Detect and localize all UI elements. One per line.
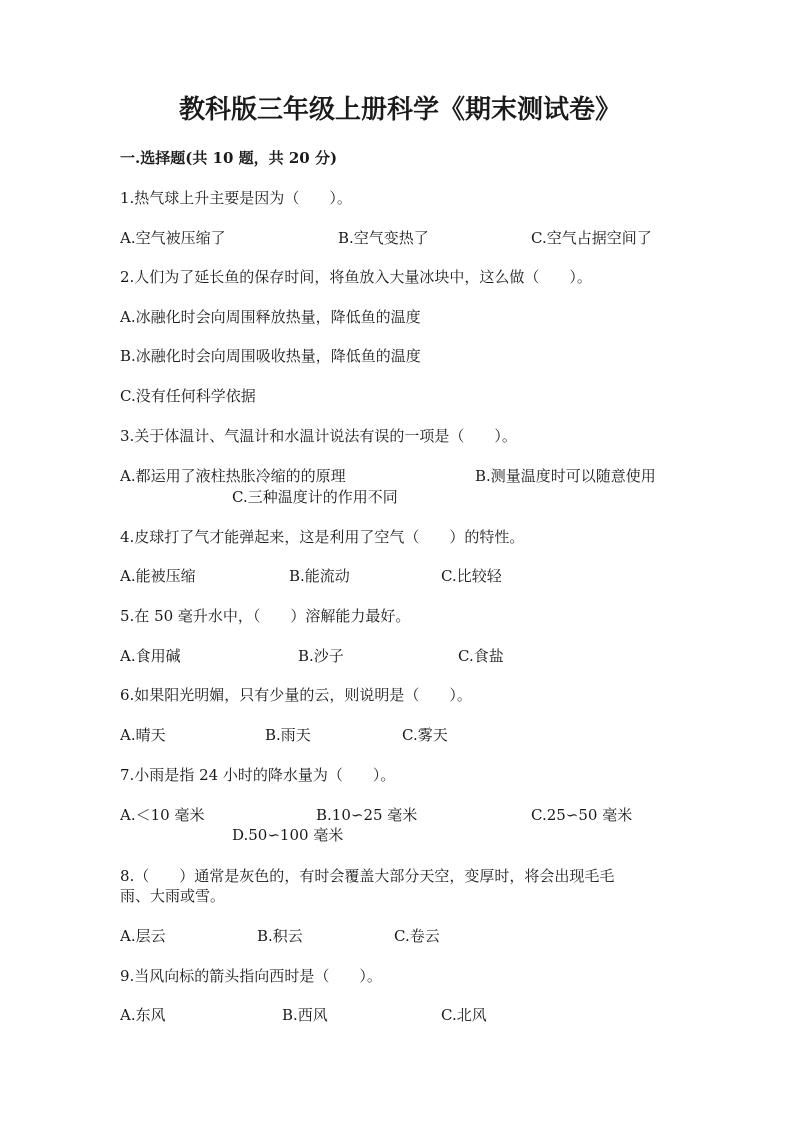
question-stem: 6.如果阳光明媚，只有少量的云，则说明是（ ）。 bbox=[120, 686, 472, 704]
option-b: B.雨天 bbox=[265, 726, 311, 744]
option-c: C.25∽50 毫米 bbox=[531, 806, 633, 824]
option-a: A.东风 bbox=[120, 1006, 166, 1024]
option-c: C.比较轻 bbox=[441, 567, 502, 585]
question-stem: 9.当风向标的箭头指向西时是（ ）。 bbox=[120, 967, 382, 985]
page-title: 教科版三年级上册科学《期末测试卷》 bbox=[178, 95, 621, 125]
option-b: B.测量温度时可以随意使用 bbox=[475, 467, 656, 485]
option-c: C.卷云 bbox=[394, 927, 440, 945]
question-stem: 4.皮球打了气才能弹起来，这是利用了空气（ ）的特性。 bbox=[120, 528, 525, 546]
question-stem: 5.在 50 毫升水中，（ ）溶解能力最好。 bbox=[120, 607, 411, 625]
option-b: B.沙子 bbox=[298, 647, 344, 665]
option-c: C.北风 bbox=[441, 1006, 487, 1024]
option-b: B.能流动 bbox=[289, 567, 350, 585]
option-b: B.冰融化时会向周围吸收热量，降低鱼的温度 bbox=[120, 347, 421, 365]
option-d: D.50∽100 毫米 bbox=[232, 826, 344, 844]
option-c: C.三种温度计的作用不同 bbox=[232, 488, 398, 506]
option-a: A.能被压缩 bbox=[120, 567, 196, 585]
option-a: A.＜10 毫米 bbox=[120, 806, 205, 824]
option-c: C.食盐 bbox=[458, 647, 504, 665]
question-stem: 8.（ ）通常是灰色的，有时会覆盖大部分天空，变厚时，将会出现毛毛 bbox=[120, 867, 615, 885]
option-a: A.都运用了液柱热胀冷缩的的原理 bbox=[120, 467, 346, 485]
option-b: B.空气变热了 bbox=[338, 229, 429, 247]
option-a: A.层云 bbox=[120, 927, 166, 945]
question-stem-continuation: 雨、大雨或雪。 bbox=[120, 887, 226, 905]
option-b: B.积云 bbox=[257, 927, 303, 945]
question-stem: 1.热气球上升主要是因为（ ）。 bbox=[120, 189, 352, 207]
option-b: B.西风 bbox=[282, 1006, 328, 1024]
option-a: A.食用碱 bbox=[120, 647, 181, 665]
option-a: A.空气被压缩了 bbox=[120, 229, 226, 247]
question-stem: 3.关于体温计、气温计和水温计说法有误的一项是（ ）。 bbox=[120, 427, 517, 445]
question-stem: 7.小雨是指 24 小时的降水量为（ ）。 bbox=[120, 766, 396, 784]
option-a: A.冰融化时会向周围释放热量，降低鱼的温度 bbox=[120, 308, 421, 326]
question-stem: 2.人们为了延长鱼的保存时间，将鱼放入大量冰块中，这么做（ ）。 bbox=[120, 268, 592, 286]
option-c: C.没有任何科学依据 bbox=[120, 387, 256, 405]
section-heading: 一.选择题(共 10 题，共 20 分) bbox=[120, 149, 338, 167]
option-c: C.空气占据空间了 bbox=[531, 229, 652, 247]
option-a: A.晴天 bbox=[120, 726, 166, 744]
option-b: B.10∽25 毫米 bbox=[316, 806, 418, 824]
option-c: C.雾天 bbox=[402, 726, 448, 744]
